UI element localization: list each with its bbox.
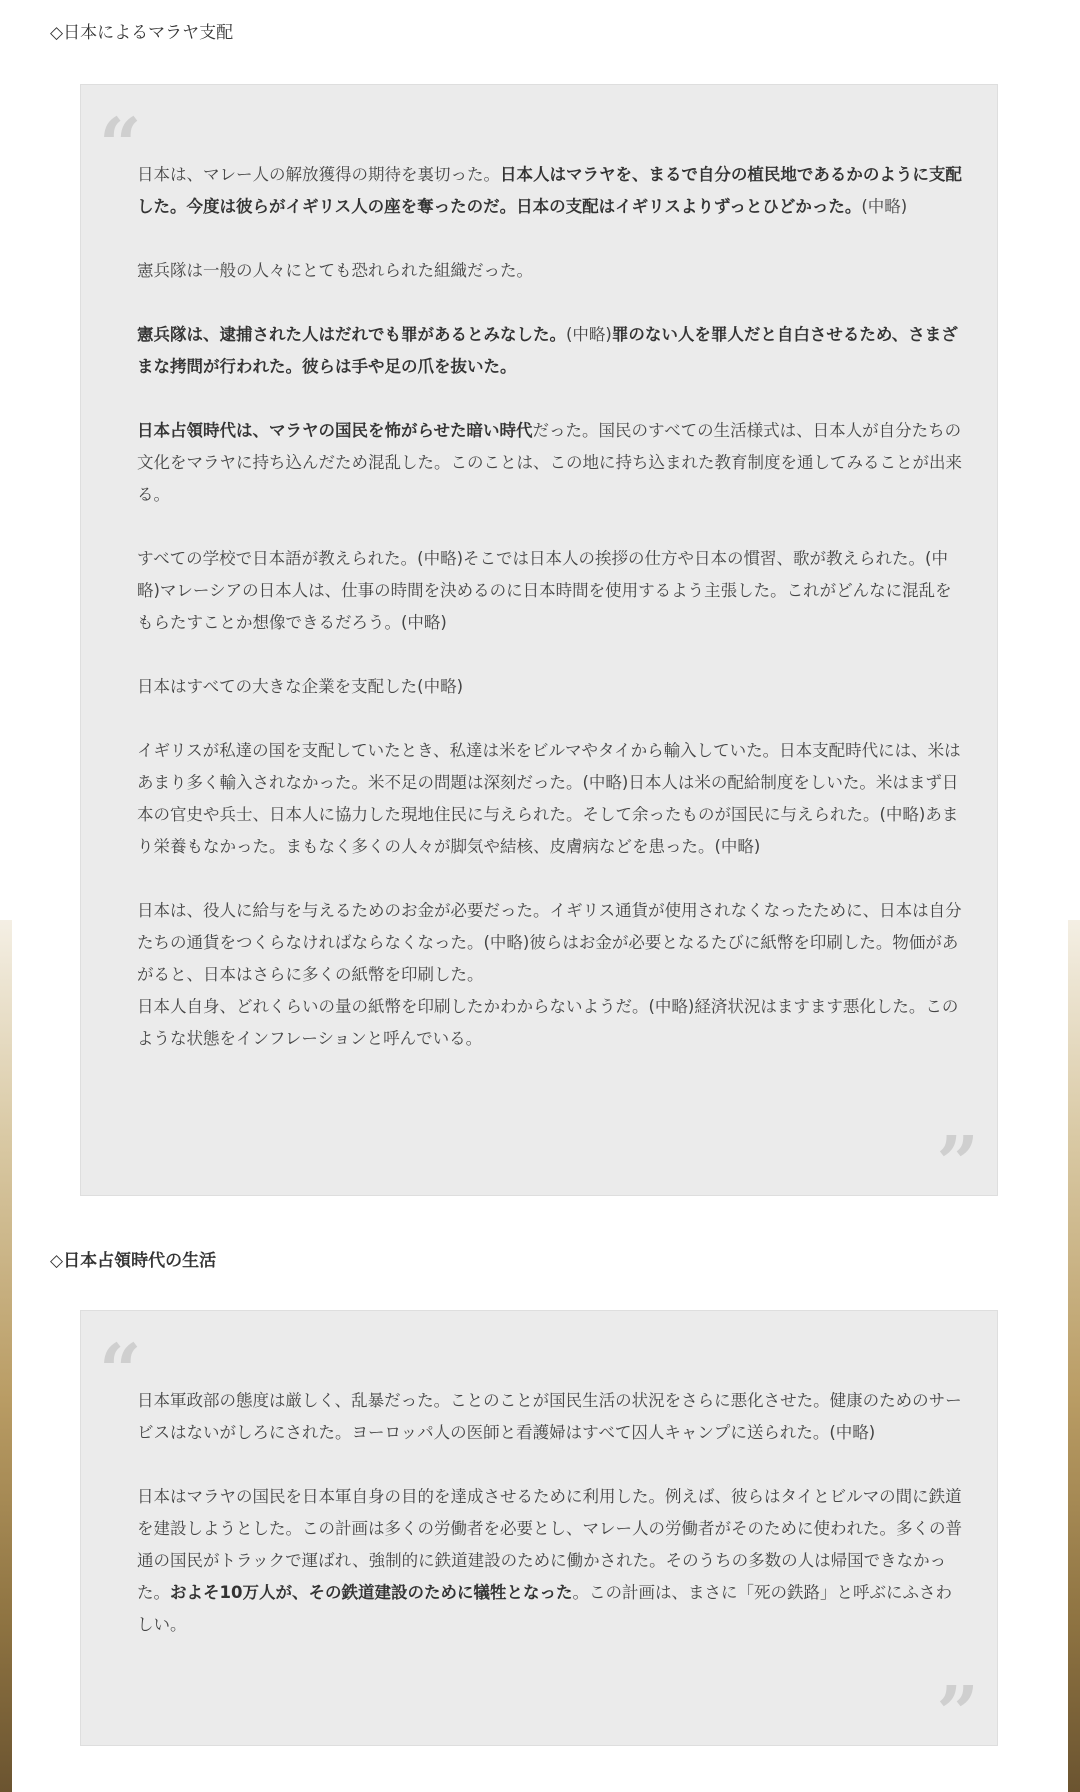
quote-text: 日本は、役人に給与を与えるためのお金が必要だった。イギリス通貨が使用されなくなったために、日本は自分たちの通貨をつくらなければならなくなった。(中略)彼らはお金が必要となるたびに紙幣を印刷した。物価があがると、日本はさらに多くの紙幣を印刷した。	[137, 901, 962, 984]
quote-text: だった。国民のすべての生活様式は、日本人が自分たちの文化をマラヤに持ち込んだため混乱した。このことは、この地に持ち込まれた教育制度を通してみることが出来る。	[137, 421, 962, 504]
background-photo-strip-right	[1068, 920, 1080, 1792]
quote-text-bold: 日本占領時代は、マラヤの国民を怖がらせた暗い時代	[137, 421, 533, 440]
quote-paragraph	[137, 255, 967, 287]
quote-paragraph	[137, 735, 967, 863]
quote-text: すべての学校で日本語が教えられた。(中略)そこでは日本人の挨拶の仕方や日本の慣習、歌が教えられた。(中略)マレーシアの日本人は、仕事の時間を決めるのに日本時間を使用するよう主張した。これがどんなに混乱をもらたすことか想像できるだろう。(中略)	[137, 549, 952, 632]
quote-text: 。この計画は、まさに「死の鉄路」と呼ぶにふさわしい。	[137, 1583, 952, 1634]
blockquote-japanese-rule	[80, 84, 998, 1207]
quote-text: 日本はマラヤの国民を日本軍自身の目的を達成させるために利用した。例えば、彼らはタイとビルマの間に鉄道を建設しようとした。この計画は多くの労働者を必要とし、マレー人の労働者がそのために使われた。多くの普通の国民がトラックで運ばれ、強制的に鉄道建設のために働かされた。そのうちの多数の人は帰国できなかった。	[137, 1487, 962, 1602]
quote-paragraph	[137, 159, 967, 223]
close-quote-icon: ”	[936, 1671, 979, 1757]
open-quote-icon: “	[99, 103, 142, 189]
quote-paragraph	[137, 895, 967, 991]
section-heading-life-during-occupation: ◇日本占領時代の生活	[50, 1251, 217, 1271]
quote-text-bold: 日本人はマラヤを、まるで自分の植民地であるかのように支配した。今度は彼らがイギリス人の座を奪ったのだ。日本の支配はイギリスよりずっとひどかった。	[137, 165, 962, 216]
section-heading-japanese-rule-of-malaya: ◇日本によるマラヤ支配	[50, 23, 234, 43]
background-photo-strip-left	[0, 920, 12, 1792]
quote-text: 日本軍政部の態度は厳しく、乱暴だった。ことのことが国民生活の状況をさらに悪化させた。健康のためのサービスはないがしろにされた。ヨーロッパ人の医師と看護婦はすべて囚人キャンプに送られた。(中略)	[137, 1391, 962, 1442]
quote-paragraph	[137, 543, 967, 639]
quote-paragraph	[137, 1481, 967, 1641]
quote-text: 日本人自身、どれくらいの量の紙幣を印刷したかわからないようだ。(中略)経済状況はますます悪化した。このような状態をインフレーションと呼んでいる。	[137, 997, 959, 1048]
quote-text: (中略)	[566, 325, 612, 344]
quote-text: 日本は、マレー人の解放獲得の期待を裏切った。	[137, 165, 500, 184]
quote-text: 憲兵隊は一般の人々にとても恐れられた組織だった。	[137, 261, 533, 280]
quote-text-bold: 憲兵隊は、逮捕された人はだれでも罪があるとみなした。	[137, 325, 566, 344]
quote-text: イギリスが私達の国を支配していたとき、私達は米をビルマやタイから輸入していた。日本支配時代には、米はあまり多く輸入されなかった。米不足の問題は深刻だった。(中略)日本人は米の配給制度をしいた。米はまず日本の官史や兵士、日本人に協力した現地住民に与えられた。そして余ったものが国民に与えられた。(中略)あまり栄養もなかった。まもなく多くの人々が脚気や結核、皮膚病などを患った。(中略)	[137, 741, 961, 856]
quote-text-bold: およそ10万人が、その鉄道建設のために犠牲となった	[170, 1583, 573, 1602]
quote-paragraph	[137, 671, 967, 703]
quote-text: (中略)	[861, 197, 908, 216]
blockquote-body	[137, 1385, 967, 1673]
quote-paragraph	[137, 1385, 967, 1449]
close-quote-icon: ”	[936, 1121, 979, 1207]
quote-text-bold: 罪のない人を罪人だと自白させるため、さまざまな拷問が行われた。彼らは手や足の爪を抜いた。	[137, 325, 958, 376]
blockquote-life-during-occupation	[80, 1310, 998, 1757]
article-content	[12, 0, 1068, 1792]
open-quote-icon: “	[99, 1329, 142, 1415]
quote-paragraph	[137, 415, 967, 511]
blockquote-body	[137, 159, 967, 1087]
quote-paragraph	[137, 319, 967, 383]
quote-paragraph	[137, 991, 967, 1055]
quote-text: 日本はすべての大きな企業を支配した(中略)	[137, 677, 464, 696]
